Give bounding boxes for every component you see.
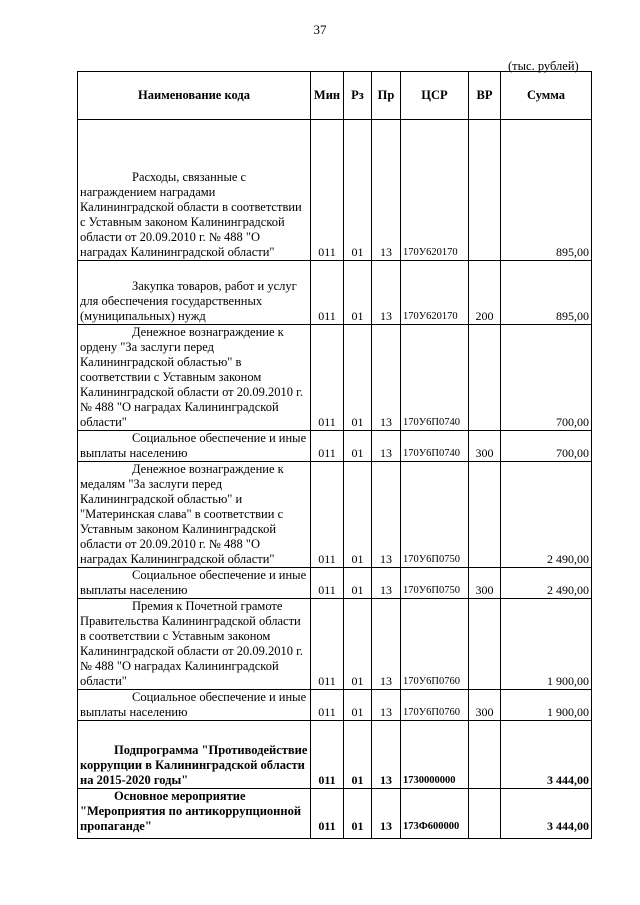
row-vr [469, 325, 501, 431]
row-pr: 13 [372, 721, 401, 789]
row-name: Премия к Почетной грамоте Правительства Калининградской области в соответствии с Уставным законом Калининградской области от 20.09.2010 г. № 488 "О наградах Калининградской области" [78, 599, 311, 690]
row-csr: 170У6П0750 [401, 462, 469, 568]
header-pr: Пр [372, 72, 401, 120]
units-label: (тыс. рублей) [508, 59, 579, 73]
row-pr: 13 [372, 599, 401, 690]
row-sum: 895,00 [501, 261, 592, 325]
row-csr: 170У6П0760 [401, 690, 469, 721]
table-row [78, 789, 592, 839]
table-row [78, 721, 592, 789]
row-csr: 173Ф600000 [401, 789, 469, 839]
row-rz: 01 [344, 568, 372, 599]
row-rz: 01 [344, 721, 372, 789]
header-vr: ВР [469, 72, 501, 120]
header-sum: Сумма [501, 72, 592, 120]
row-min: 011 [311, 789, 344, 839]
row-vr: 200 [469, 261, 501, 325]
row-name: Социальное обеспечение и иные выплаты населению [78, 568, 311, 599]
row-min: 011 [311, 690, 344, 721]
row-vr [469, 599, 501, 690]
table-row [78, 462, 592, 568]
row-pr: 13 [372, 789, 401, 839]
row-min: 011 [311, 431, 344, 462]
table-row [78, 120, 592, 261]
row-csr: 170У620170 [401, 120, 469, 261]
row-pr: 13 [372, 568, 401, 599]
row-pr: 13 [372, 325, 401, 431]
header-min: Мин [311, 72, 344, 120]
table-row [78, 690, 592, 721]
row-csr: 170У6П0740 [401, 431, 469, 462]
row-min: 011 [311, 261, 344, 325]
budget-table [77, 71, 592, 839]
row-rz: 01 [344, 599, 372, 690]
row-name: Подпрограмма "Противодействие коррупции в Калининградской области на 2015-2020 годы" [78, 721, 311, 789]
row-pr: 13 [372, 261, 401, 325]
row-name: Социальное обеспечение и иные выплаты населению [78, 690, 311, 721]
row-csr: 1730000000 [401, 721, 469, 789]
row-csr: 170У6П0750 [401, 568, 469, 599]
row-rz: 01 [344, 462, 372, 568]
row-sum: 2 490,00 [501, 462, 592, 568]
row-sum: 1 900,00 [501, 599, 592, 690]
row-vr: 300 [469, 690, 501, 721]
row-rz: 01 [344, 690, 372, 721]
header-rz: Рз [344, 72, 372, 120]
row-vr: 300 [469, 568, 501, 599]
row-name: Основное мероприятие "Мероприятия по антикоррупционной пропаганде" [78, 789, 311, 839]
row-sum: 2 490,00 [501, 568, 592, 599]
row-min: 011 [311, 120, 344, 261]
row-min: 011 [311, 721, 344, 789]
row-pr: 13 [372, 120, 401, 261]
row-csr: 170У620170 [401, 261, 469, 325]
row-vr [469, 789, 501, 839]
table-row [78, 599, 592, 690]
row-rz: 01 [344, 789, 372, 839]
header-csr: ЦСР [401, 72, 469, 120]
table-row [78, 431, 592, 462]
row-min: 011 [311, 462, 344, 568]
row-vr [469, 462, 501, 568]
row-min: 011 [311, 568, 344, 599]
row-sum: 1 900,00 [501, 690, 592, 721]
table-row [78, 568, 592, 599]
row-vr [469, 721, 501, 789]
row-rz: 01 [344, 261, 372, 325]
row-pr: 13 [372, 431, 401, 462]
row-name: Расходы, связанные с награждением наградами Калининградской области в соответствии с Уставным законом Калининградской области от 20.09.2010 г. № 488 "О наградах Калининградской области" [78, 120, 311, 261]
row-name: Социальное обеспечение и иные выплаты населению [78, 431, 311, 462]
table-header-row [78, 72, 592, 120]
row-sum: 895,00 [501, 120, 592, 261]
row-min: 011 [311, 325, 344, 431]
row-rz: 01 [344, 431, 372, 462]
row-sum: 700,00 [501, 431, 592, 462]
table-row [78, 325, 592, 431]
row-csr: 170У6П0740 [401, 325, 469, 431]
row-vr: 300 [469, 431, 501, 462]
row-sum: 3 444,00 [501, 789, 592, 839]
row-rz: 01 [344, 325, 372, 431]
row-name: Денежное вознаграждение к ордену "За заслуги перед Калининградской областью" в соответствии с Уставным законом Калининградской области от 20.09.2010 г. № 488 "О наградах Калининградской области" [78, 325, 311, 431]
row-pr: 13 [372, 462, 401, 568]
row-min: 011 [311, 599, 344, 690]
row-sum: 700,00 [501, 325, 592, 431]
row-name: Денежное вознаграждение к медалям "За заслуги перед Калининградской областью" и "Материнская слава" в соответствии с Уставным законом Калининградской области от 20.09.2010 г. № 488 "О наградах Калининградской области" [78, 462, 311, 568]
row-name: Закупка товаров, работ и услуг для обеспечения государственных (муниципальных) нужд [78, 261, 311, 325]
row-vr [469, 120, 501, 261]
header-name: Наименование кода [78, 72, 311, 120]
page-number: 37 [313, 22, 327, 37]
row-sum: 3 444,00 [501, 721, 592, 789]
table-row [78, 261, 592, 325]
row-csr: 170У6П0760 [401, 599, 469, 690]
row-rz: 01 [344, 120, 372, 261]
row-pr: 13 [372, 690, 401, 721]
